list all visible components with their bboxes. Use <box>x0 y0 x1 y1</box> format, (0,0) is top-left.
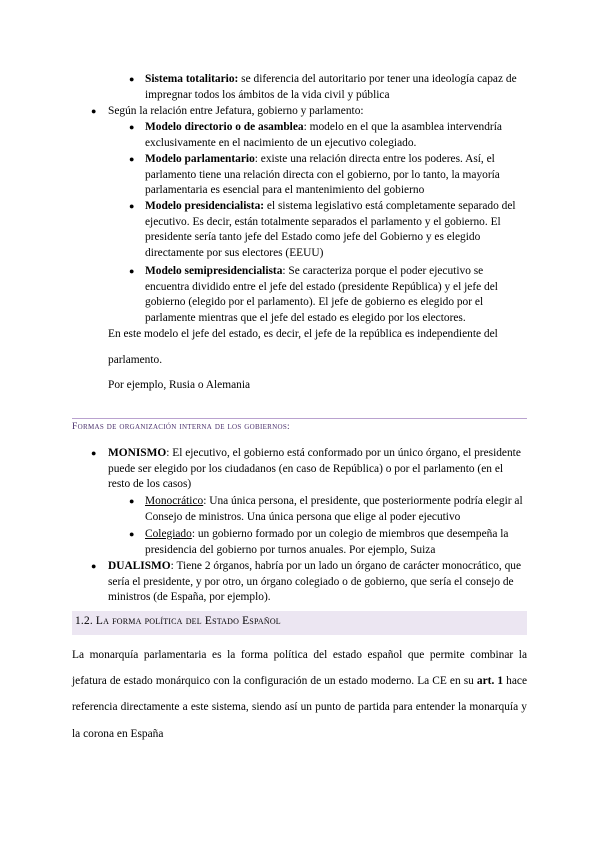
paragraph-text: hace referencia directamente a este sistema, siendo así un punto de partida para entender la monarquía y la corona en España <box>72 675 528 740</box>
term-label: Modelo parlamentario <box>145 153 255 165</box>
term-definition: : Tiene 2 órganos, habría por un lado un órgano de carácter monocrático, que sería el presidente, y por otro, un órgano colegiado o de gobierno, que sería el consejo de ministros (de España, por ejemplo). <box>108 560 522 604</box>
bullet-icon: ● <box>91 561 97 571</box>
term-label: Monocrático <box>145 495 204 507</box>
term-label: Colegiado <box>145 528 192 540</box>
bullet-icon: ● <box>91 448 97 458</box>
article-reference: art. 1 <box>476 675 504 688</box>
term-definition: el sistema legislativo está completamente separado del ejecutivo. Es decir, están totalmente separados el parlamento y el gobierno. El presidente sería tanto jefe del Estado como jefe del Gobierno y es elegido directamente por sus electores (EEUU) <box>145 200 516 260</box>
term-definition: : modelo en el que la asamblea intervendría exclusivamente en el nacimiento de un ejecutivo colegiado. <box>145 121 502 149</box>
list-item-parlamentario <box>145 152 529 199</box>
term-definition: : El ejecutivo, el gobierno está conformado por un único órgano, el presidente puede ser elegido por los ciudadanos (en caso de República) o por el parlamento (en el resto de los casos) <box>108 447 521 491</box>
bullet-icon: ● <box>129 74 135 84</box>
list-item-monismo <box>108 446 528 493</box>
term-label: Modelo directorio o de asamblea <box>145 121 304 133</box>
list-item-directorio <box>145 120 529 151</box>
note-line-1: En este modelo el jefe del estado, es decir, el jefe de la república es independiente del <box>108 328 498 340</box>
bullet-icon: ● <box>129 496 135 506</box>
list-item-totalitario <box>145 72 529 103</box>
bullet-icon: ● <box>129 529 135 539</box>
term-definition: : un gobierno formado por un colegio de miembros que desempeña la presidencia del gobierno por turnos anuales. Por ejemplo, Suiza <box>145 528 509 556</box>
section-divider <box>72 418 527 419</box>
section-heading-text: 1.2. La forma política del Estado Español <box>75 615 281 627</box>
note-line-2: parlamento. <box>108 354 163 366</box>
term-label: Sistema totalitario: <box>145 73 239 85</box>
list-item-dualismo <box>108 559 528 606</box>
bullet-icon: ● <box>129 122 135 132</box>
bullet-icon: ● <box>129 154 135 164</box>
term-label: DUALISMO <box>108 560 171 572</box>
term-label: Modelo presidencialista: <box>145 200 265 212</box>
list-item-relacion: Según la relación entre Jefatura, gobierno y parlamento: <box>108 105 364 117</box>
bullet-icon: ● <box>129 201 135 211</box>
term-label: Modelo semipresidencialista <box>145 265 283 277</box>
section-title: Formas de organización interna de los gobiernos: <box>72 421 291 432</box>
paragraph-text: La monarquía parlamentaria es la forma política del estado español que permite combinar la jefatura de estado monárquico con la configuración de un estado moderno. La CE en su <box>72 649 527 688</box>
bullet-icon: ● <box>91 106 97 116</box>
body-paragraph <box>72 642 527 747</box>
list-item-semipresidencialista <box>145 264 529 327</box>
term-definition: se diferencia del autoritario por tener una ideología capaz de impregnar todos los ámbitos de la vida civil y pública <box>145 73 517 101</box>
list-item-monocratico <box>145 494 529 525</box>
term-definition: : Una única persona, el presidente, que posteriormente podría elegir al Consejo de ministros. Una única persona que elige al poder ejecutivo <box>145 495 523 523</box>
list-item-colegiado <box>145 527 529 558</box>
section-heading <box>72 611 527 635</box>
term-definition: : Se caracteriza porque el poder ejecutivo se encuentra dividido entre el jefe del estado (presidente República) y el jefe del gobierno (elegido por el parlamento). El jefe de gobierno es elegido por el parlamente mientras que el jefe del estado es elegido por los electores. <box>145 265 498 325</box>
example-line: Por ejemplo, Rusia o Alemania <box>108 379 251 391</box>
list-item-presidencialista <box>145 199 529 262</box>
term-definition: : existe una relación directa entre los poderes. Así, el parlamento tiene una relación directa con el gobierno, por lo tanto, la mayoría parlamentaria es esencial para el mantenimiento del gobierno <box>145 153 500 197</box>
term-label: MONISMO <box>108 447 167 459</box>
bullet-icon: ● <box>129 266 135 276</box>
